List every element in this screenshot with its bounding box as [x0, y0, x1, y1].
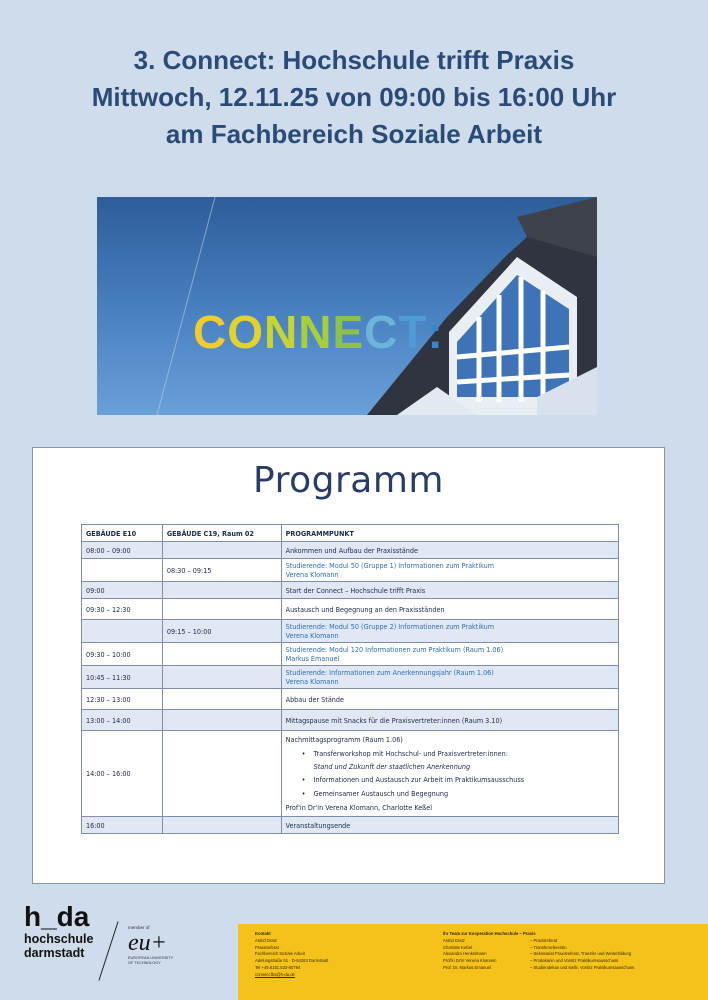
contact-email-link[interactable]: connect.fbs@h-da.de — [255, 971, 295, 977]
wordmark-letter: C — [364, 306, 399, 358]
cell-time-e10 — [82, 559, 163, 582]
contact-line: Astrid Dratz — [255, 937, 277, 943]
team-role: – Sekretariat Praxisreferat, Transfer und Weiterbildung — [530, 951, 632, 957]
contact-line: Praxisreferat — [255, 944, 279, 950]
cell-item — [281, 620, 618, 643]
team-name: Alexandra Henkelmann — [443, 951, 487, 957]
cell-time-c19 — [162, 542, 281, 559]
table-row — [82, 599, 619, 620]
cell-time-e10 — [82, 620, 163, 643]
contact-column — [255, 931, 328, 979]
table-row — [82, 582, 619, 599]
team-roles-column — [530, 931, 634, 972]
cell-item: Start der Connect – Hochschule trifft Praxis — [281, 582, 618, 599]
hda-logo-line-2: darmstadt — [24, 946, 85, 960]
table-row — [82, 542, 619, 559]
team-role: – Praxisreferat — [530, 937, 558, 943]
cell-time-e10: 10:45 – 11:30 — [82, 666, 163, 689]
cell-item — [281, 643, 618, 666]
cell-time-e10: 13:00 – 14:00 — [82, 710, 163, 731]
cell-time-c19 — [162, 731, 281, 817]
contact-line: Adelungstraße 51 · D-64283 Darmstadt — [255, 958, 329, 964]
afternoon-hosts: Prof'in Dr'in Verena Klomann, Charlotte Keßel — [285, 803, 433, 812]
cell-item: Abbau der Stände — [281, 689, 618, 710]
cell-time-e10: 12:30 – 13:00 — [82, 689, 163, 710]
table-row — [82, 666, 619, 689]
cell-item: Mittagspause mit Snacks für die Praxisvertreter:innen (Raum 3.10) — [281, 710, 618, 731]
cell-time-e10: 14:00 – 16:00 — [82, 731, 163, 817]
list-item: • Transferworkshop mit Hochschul- und Praxisvertreter:innen: — [286, 747, 614, 761]
cell-time-c19: 08:30 – 09:15 — [162, 559, 281, 582]
contact-title: Kontakt — [255, 931, 271, 936]
connect-banner-image — [97, 197, 597, 415]
schedule-table — [81, 524, 619, 834]
table-header-row — [82, 525, 619, 542]
headline-line-3: am Fachbereich Soziale Arbeit — [165, 119, 543, 149]
header-building-e10: GEBÄUDE E10 — [82, 525, 163, 542]
team-name: Prof. Dr. Markus Emanuel — [443, 964, 491, 970]
cell-item-line-1: Studierende: Informationen zum Anerkennungsjahr (Raum 1.06) — [285, 668, 494, 677]
contact-box — [238, 924, 708, 1000]
wordmark-letter: : — [427, 306, 444, 358]
cell-time-e10: 09:30 – 10:00 — [82, 643, 163, 666]
eut-sub-2: OF TECHNOLOGY — [128, 961, 161, 965]
wordmark-letter: T — [398, 306, 428, 358]
wordmark-letter: N — [298, 306, 333, 358]
team-role: – Prodekanin und Vorsitz Praktikumsausschuss — [530, 958, 619, 964]
program-title: Programm — [253, 460, 444, 501]
event-headline — [0, 42, 708, 153]
cell-item-line-2: Markus Emanuel — [285, 654, 340, 663]
cell-time-e10: 09:30 – 12:30 — [82, 599, 163, 620]
cell-time-c19 — [162, 599, 281, 620]
eut-logo-mark: eu+ — [128, 930, 167, 956]
cell-item-line-2: Verena Klomann — [285, 631, 339, 640]
list-item: • Gemeinsamer Austausch und Begegnung — [286, 787, 614, 801]
wordmark-letter: O — [227, 306, 265, 358]
contact-line: Fachbereich Soziale Arbeit — [255, 951, 305, 957]
hda-logo-mark: h_da — [24, 901, 90, 932]
wordmark-letter: C — [193, 306, 228, 358]
list-item: • Informationen und Austausch zur Arbeit im Praktikumsausschuss — [286, 773, 614, 787]
table-row — [82, 689, 619, 710]
cell-time-c19 — [162, 643, 281, 666]
cell-time-c19 — [162, 817, 281, 834]
eut-sub-1: EUROPEAN UNIVERSITY — [128, 956, 174, 960]
cell-item: Ankommen und Aufbau der Praxisstände — [281, 542, 618, 559]
team-name: Prof'in Dr'in Verena Klomann — [443, 958, 497, 964]
cell-item: Austausch und Begegnung an den Praxisständen — [281, 599, 618, 620]
wordmark-letter: E — [332, 306, 365, 358]
table-row-afternoon — [82, 731, 619, 817]
team-title: Ihr Team zur Kooperation Hochschule – Praxis — [443, 931, 536, 936]
hda-logo-line-1: hochschule — [24, 932, 94, 946]
table-row — [82, 559, 619, 582]
table-row — [82, 620, 619, 643]
contact-line: Tel +49.6151.533-60794 — [255, 964, 301, 970]
cell-item-line-2: Verena Klomann — [285, 677, 339, 686]
cell-item-line-1: Studierende: Modul 50 (Gruppe 2) Informationen zum Praktikum — [285, 622, 495, 631]
cell-item — [281, 666, 618, 689]
headline-line-2: Mittwoch, 12.11.25 von 09:00 bis 16:00 Uhr — [91, 82, 617, 112]
team-role: – Studiendekan und stellv. Vorsitz Praktikumsausschuss — [530, 964, 635, 970]
cell-item-line-1: Studierende: Modul 120 Informationen zum Praktikum (Raum 1.06) — [285, 645, 504, 654]
team-names-column — [443, 931, 536, 972]
cell-time-c19 — [162, 689, 281, 710]
afternoon-list — [286, 747, 614, 801]
cell-item: Veranstaltungsende — [281, 817, 618, 834]
header-program-item: PROGRAMMPUNKT — [281, 525, 618, 542]
team-role: – Transferreferentin — [530, 944, 567, 950]
cell-time-c19: 09:15 – 10:00 — [162, 620, 281, 643]
wordmark-letter: N — [264, 306, 299, 358]
hda-logo — [24, 902, 93, 960]
eut-logo — [128, 925, 198, 966]
cell-time-c19 — [162, 582, 281, 599]
afternoon-title: Nachmittagsprogramm (Raum 1.06) — [285, 735, 403, 744]
headline-line-1: 3. Connect: Hochschule trifft Praxis — [133, 45, 575, 75]
cell-time-e10: 09:00 — [82, 582, 163, 599]
cell-item — [281, 731, 618, 817]
connect-wordmark — [193, 305, 444, 359]
table-row — [82, 710, 619, 731]
program-panel — [32, 447, 665, 884]
team-name: Charlotte Keßel — [443, 944, 473, 950]
eut-member-of: member of — [128, 925, 150, 930]
cell-time-e10: 08:00 – 09:00 — [82, 542, 163, 559]
cell-item-line-1: Studierende: Modul 50 (Gruppe 1) Informationen zum Praktikum — [285, 561, 495, 570]
cell-item-line-2: Verena Klomann — [285, 570, 339, 579]
table-row — [82, 817, 619, 834]
table-row — [82, 643, 619, 666]
cell-time-e10: 16:00 — [82, 817, 163, 834]
header-building-c19: GEBÄUDE C19, Raum 02 — [162, 525, 281, 542]
team-name: Astrid Dratz — [443, 937, 465, 943]
logo-divider — [98, 921, 118, 980]
list-item-subline: Stand und Zukunft der staatlichen Anerkennung — [313, 762, 471, 771]
cell-item — [281, 559, 618, 582]
cell-time-c19 — [162, 666, 281, 689]
cell-time-c19 — [162, 710, 281, 731]
